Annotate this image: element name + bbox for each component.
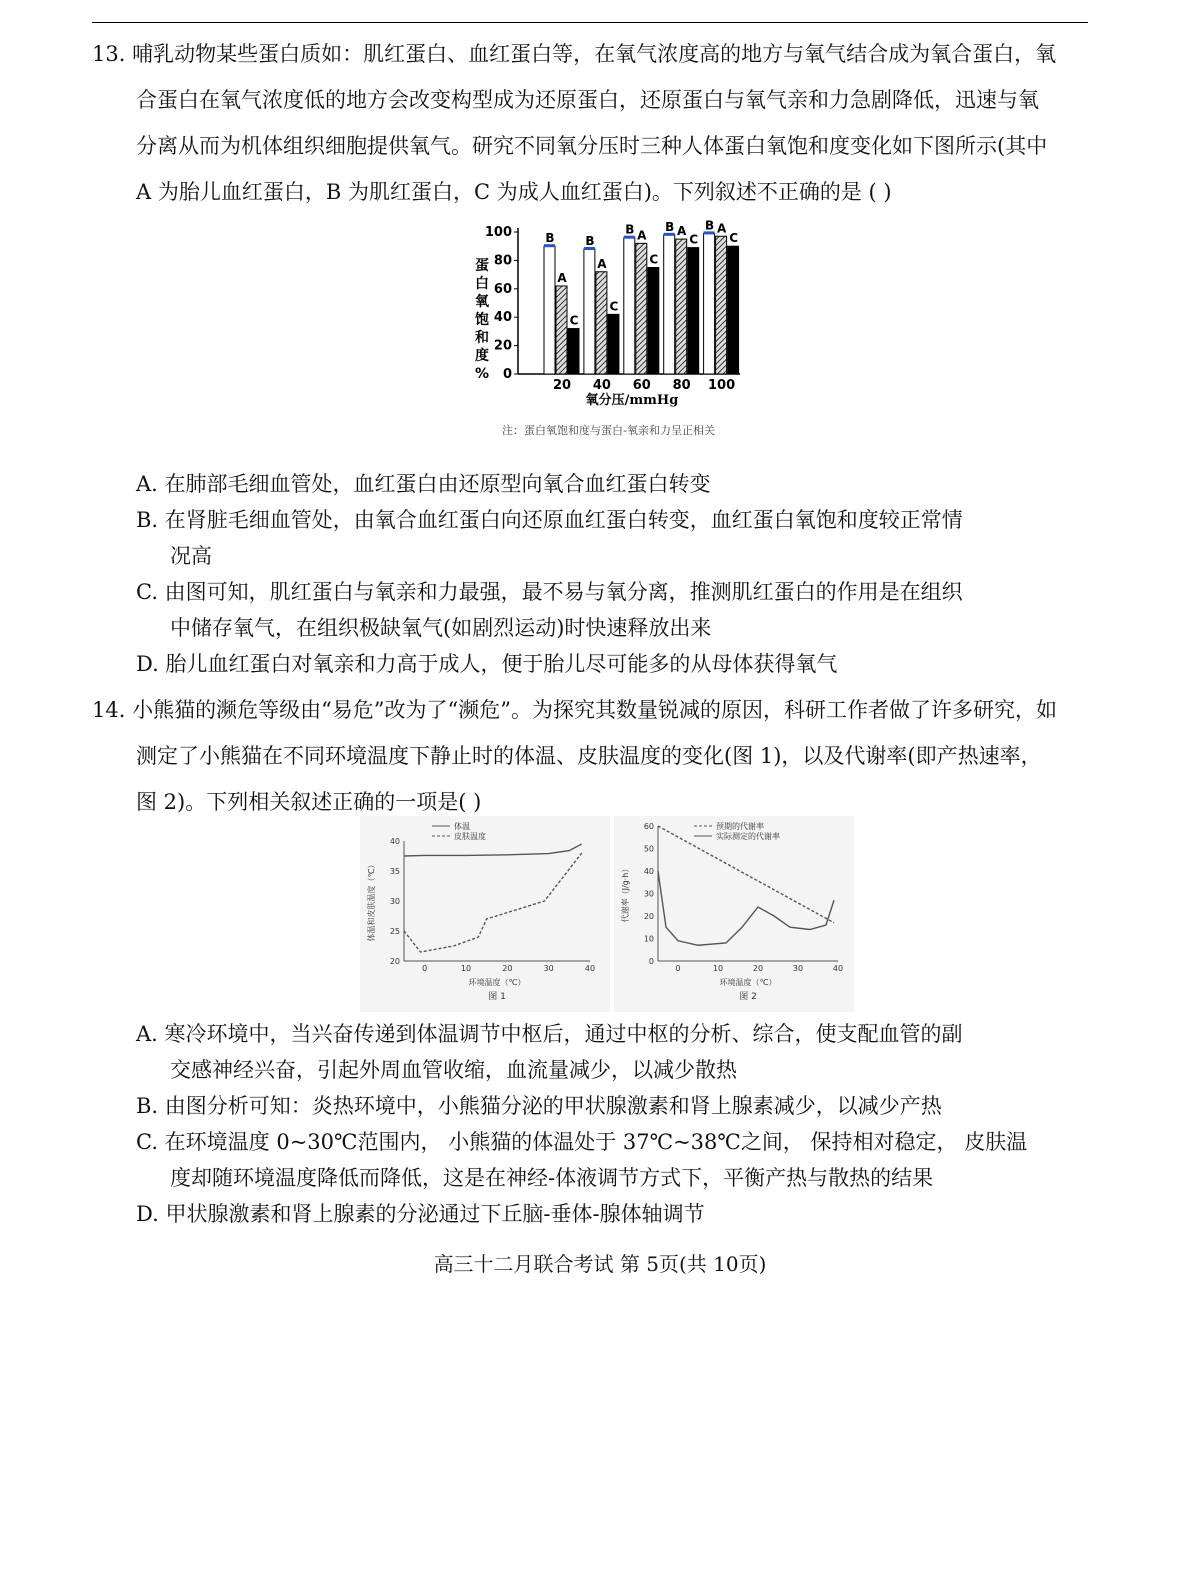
x-tick-label: 60 bbox=[632, 378, 651, 393]
y-axis-label: 体温和皮肤温度（℃） bbox=[367, 860, 376, 942]
bar-label: C bbox=[649, 252, 659, 267]
option-c-cont: 中储存氧气，在组织极缺氧气(如剧烈运动)时快速释放出来 bbox=[170, 616, 712, 640]
q13-line: 分离从而为机体组织细胞提供氧气。研究不同氧分压时三种人体蛋白氧饱和度变化如下图所示(其中 bbox=[136, 134, 1048, 158]
option-c: C. 在环境温度 0~30℃范围内， 小熊猫的体温处于 37℃~38℃之间， 保持相对稳定， 皮肤温 bbox=[136, 1130, 1028, 1154]
bar-c bbox=[648, 268, 659, 375]
bar-b bbox=[584, 249, 595, 374]
q14-line: 测定了小熊猫在不同环境温度下静止时的体温、皮肤温度的变化(图 1)，以及代谢率(即产热速率， bbox=[136, 744, 1042, 768]
y-axis-label-char: 和 bbox=[475, 330, 489, 346]
bar-b bbox=[624, 238, 635, 374]
x-tick-label: 40 bbox=[592, 378, 611, 393]
bar-c bbox=[728, 246, 739, 374]
x-tick-label: 40 bbox=[584, 964, 596, 973]
x-tick-label: 30 bbox=[792, 964, 804, 973]
bar-label: B bbox=[545, 231, 555, 246]
y-axis-label-char: 白 bbox=[475, 276, 489, 292]
q13-line: A 为胎儿血红蛋白，B 为肌红蛋白，C 为成人血红蛋白)。下列叙述不正确的是 ( ) bbox=[136, 180, 892, 204]
q14-line: 14. 小熊猫的濒危等级由“易危”改为了“濒危”。为探究其数量锐减的原因，科研工作者做了许多研究，如 bbox=[92, 698, 1058, 722]
x-tick-label: 20 bbox=[502, 964, 513, 973]
x-axis-label: 环境温度（℃） bbox=[719, 978, 777, 987]
bar-label: C bbox=[689, 232, 699, 247]
x-tick-label: 30 bbox=[543, 964, 554, 973]
y-tick-label: 30 bbox=[643, 889, 654, 899]
bar-label: B bbox=[625, 222, 635, 237]
y-tick-label: 80 bbox=[493, 253, 512, 269]
metabolic-rate-chart bbox=[614, 816, 854, 1012]
q14-line: 图 2)。下列相关叙述正确的一项是( ) bbox=[136, 790, 482, 814]
bar-label: C bbox=[729, 231, 739, 246]
x-axis-label: 氧分压/mmHg bbox=[585, 393, 679, 408]
legend-label: 实际测定的代谢率 bbox=[716, 832, 780, 841]
x-tick-label: 0 bbox=[675, 964, 681, 973]
figure-caption: 图 1 bbox=[488, 992, 506, 1002]
bar-a bbox=[676, 239, 687, 374]
option-a: A. 在肺部毛细血管处，血红蛋白由还原型向氧合血红蛋白转变 bbox=[136, 472, 711, 496]
bar-b bbox=[664, 235, 675, 374]
body-temperature-chart bbox=[360, 816, 610, 1012]
bar-b bbox=[544, 246, 555, 374]
legend-label: 皮肤温度 bbox=[454, 832, 486, 841]
y-tick-label: 35 bbox=[389, 867, 400, 876]
bar-label: A bbox=[557, 270, 567, 285]
bar-label: A bbox=[597, 256, 607, 271]
y-tick-label: 40 bbox=[643, 867, 654, 876]
bar-a bbox=[716, 236, 727, 374]
option-c-cont: 度却随环境温度降低而降低，这是在神经-体液调节方式下，平衡产热与散热的结果 bbox=[170, 1166, 934, 1190]
bar-label: B bbox=[705, 218, 715, 233]
x-tick-label: 20 bbox=[552, 378, 572, 393]
x-axis-label: 环境温度（℃） bbox=[468, 978, 526, 987]
page-footer: 高三十二月联合考试 第 5页(共 10页) bbox=[433, 1252, 767, 1276]
y-tick-label: 40 bbox=[493, 310, 512, 326]
y-tick-label: 40 bbox=[389, 837, 400, 846]
y-tick-label: 60 bbox=[643, 822, 654, 831]
option-c: C. 由图可知，肌红蛋白与氧亲和力最强，最不易与氧分离，推测肌红蛋白的作用是在组织 bbox=[136, 580, 963, 604]
x-tick-label: 10 bbox=[712, 964, 724, 973]
y-axis-label: 代谢率（J/g·h） bbox=[621, 864, 630, 923]
y-tick-label: 0 bbox=[502, 367, 512, 382]
y-tick-label: 50 bbox=[643, 844, 654, 854]
y-tick-label: 0 bbox=[648, 957, 654, 966]
x-tick-label: 0 bbox=[422, 964, 428, 973]
option-b: B. 在肾脏毛细血管处，由氧合血红蛋白向还原血红蛋白转变，血红蛋白氧饱和度较正常情 bbox=[136, 508, 963, 532]
y-tick-label: 20 bbox=[643, 912, 654, 921]
option-d: D. 甲状腺激素和肾上腺素的分泌通过下丘脑-垂体-腺体轴调节 bbox=[136, 1202, 705, 1226]
x-tick-label: 10 bbox=[460, 964, 472, 973]
y-tick-label: 100 bbox=[484, 225, 512, 240]
bar-label: A bbox=[637, 228, 647, 243]
y-tick-label: 10 bbox=[643, 934, 654, 944]
chart-note: 注：蛋白氧饱和度与蛋白-氧亲和力呈正相关 bbox=[502, 424, 715, 437]
bar-c bbox=[688, 248, 699, 374]
bar-label: A bbox=[677, 224, 687, 239]
bar-c bbox=[568, 329, 579, 374]
bar-a bbox=[596, 272, 607, 374]
option-b-cont: 况高 bbox=[170, 544, 212, 568]
option-a-cont: 交感神经兴奋，引起外周血管收缩，血流量减少，以减少散热 bbox=[170, 1058, 737, 1082]
y-axis-label-char: % bbox=[474, 366, 490, 382]
q13-line: 合蛋白在氧气浓度低的地方会改变构型成为还原蛋白，还原蛋白与氧气亲和力急剧降低，迅速与氧 bbox=[136, 88, 1039, 112]
bar-label: C bbox=[569, 313, 579, 328]
y-axis-label-char: 度 bbox=[475, 348, 489, 364]
bar-a bbox=[556, 286, 567, 374]
x-tick-label: 20 bbox=[752, 964, 764, 973]
oxygen-saturation-bar-chart bbox=[462, 210, 762, 450]
x-tick-label: 40 bbox=[832, 964, 844, 973]
legend-label: 预期的代谢率 bbox=[716, 822, 764, 831]
option-a: A. 寒冷环境中，当兴奋传递到体温调节中枢后，通过中枢的分析、综合，使支配血管的副 bbox=[136, 1022, 963, 1046]
y-axis-label-char: 蛋 bbox=[475, 258, 489, 274]
bar-a bbox=[636, 243, 647, 374]
y-tick-label: 25 bbox=[389, 927, 400, 936]
y-tick-label: 20 bbox=[389, 957, 400, 966]
bar-b bbox=[704, 233, 715, 374]
legend-label: 体温 bbox=[454, 822, 470, 831]
y-tick-label: 60 bbox=[493, 281, 512, 297]
x-tick-label: 80 bbox=[672, 378, 691, 393]
bar-c bbox=[608, 314, 619, 374]
option-d: D. 胎儿血红蛋白对氧亲和力高于成人，便于胎儿尽可能多的从母体获得氧气 bbox=[136, 652, 838, 676]
figure-caption: 图 2 bbox=[739, 992, 757, 1002]
y-tick-label: 20 bbox=[493, 338, 512, 354]
bar-label: B bbox=[665, 219, 675, 234]
y-axis-label-char: 饱 bbox=[475, 312, 489, 328]
y-tick-label: 30 bbox=[389, 897, 400, 906]
y-axis-label-char: 氧 bbox=[475, 294, 489, 310]
option-b: B. 由图分析可知：炎热环境中，小熊猫分泌的甲状腺激素和肾上腺素减少，以减少产热 bbox=[136, 1094, 942, 1118]
x-tick-label: 100 bbox=[708, 378, 736, 393]
bar-label: C bbox=[609, 299, 619, 314]
q13-line: 13. 哺乳动物某些蛋白质如：肌红蛋白、血红蛋白等，在氧气浓度高的地方与氧气结合成为氧合蛋白，氧 bbox=[92, 42, 1057, 66]
bar-label: B bbox=[585, 234, 595, 249]
top-rule bbox=[92, 22, 1088, 23]
bar-label: A bbox=[716, 221, 727, 236]
